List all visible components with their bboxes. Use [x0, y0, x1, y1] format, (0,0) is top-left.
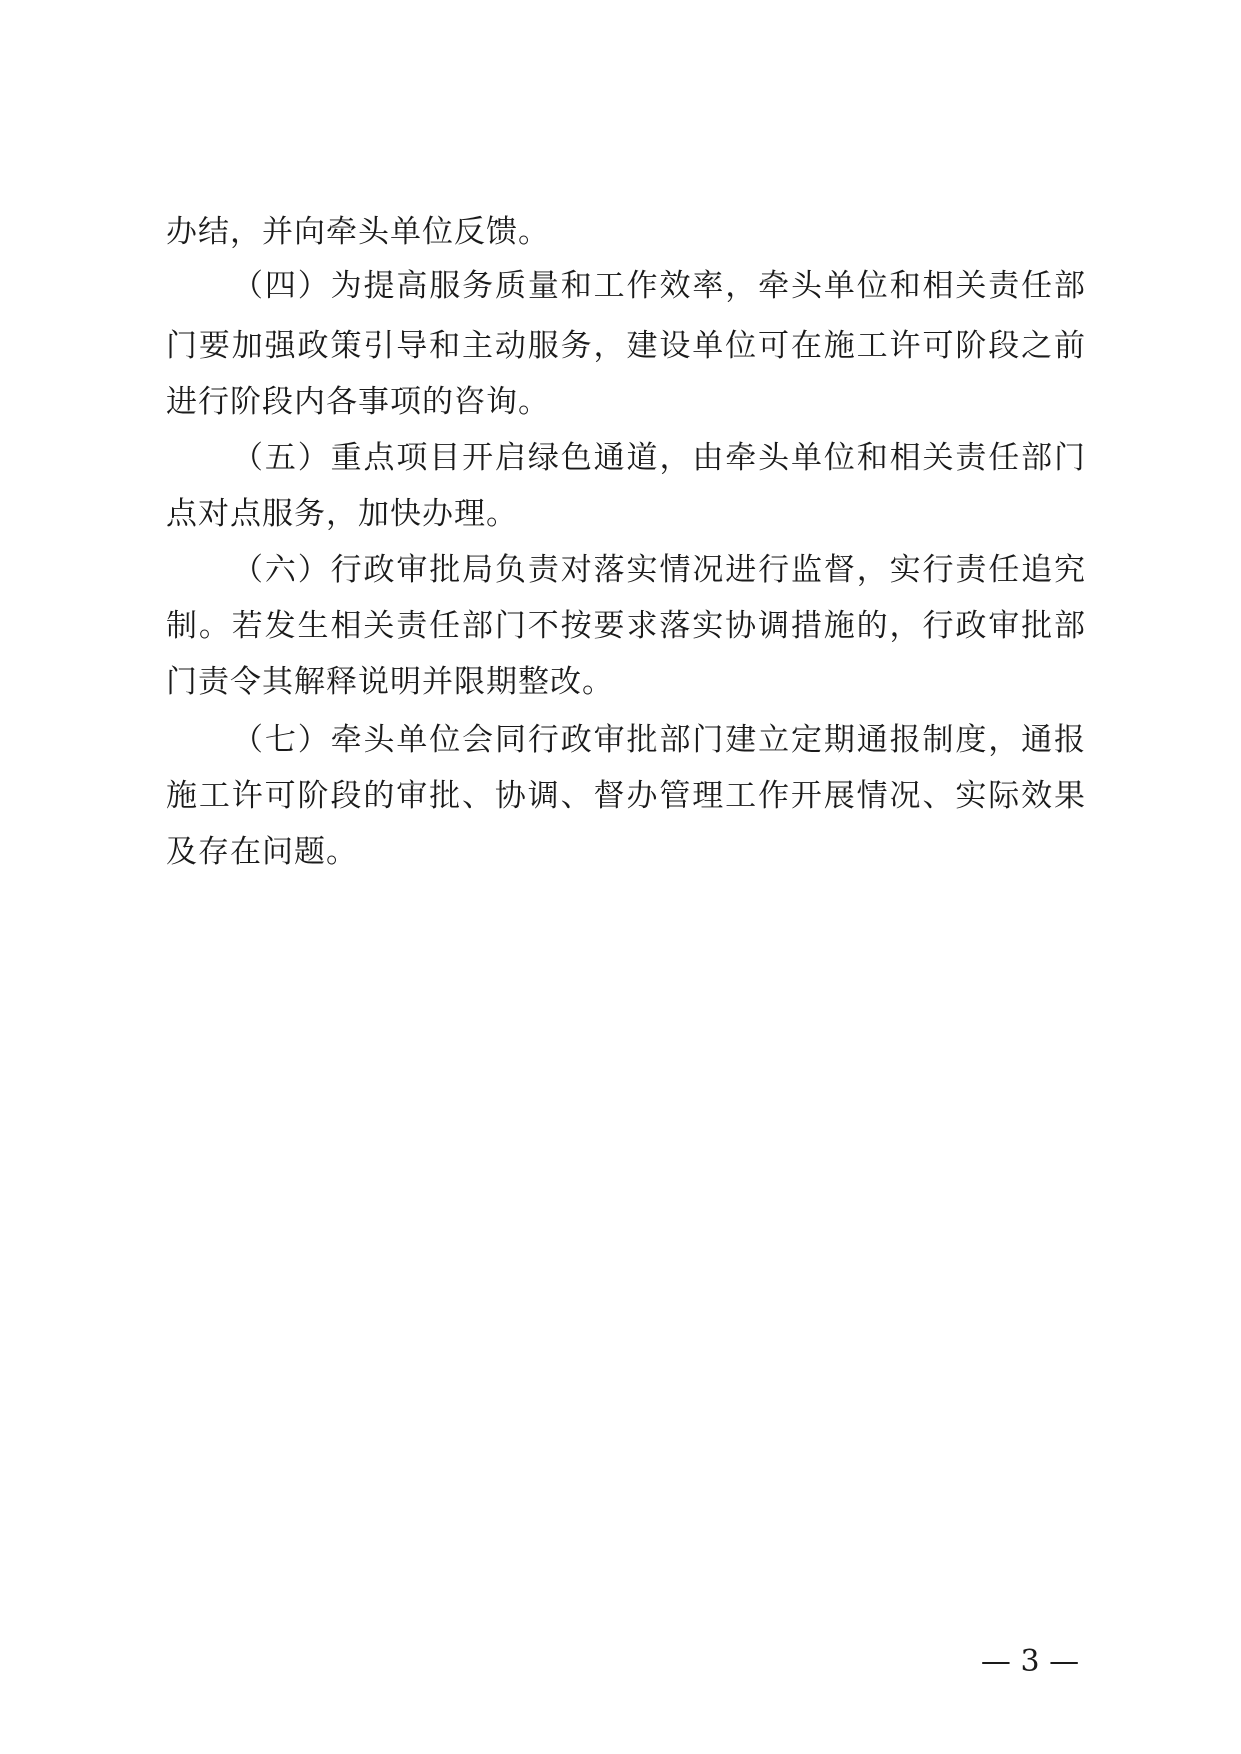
text-line-8: 制。若发生相关责任部门不按要求落实协调措施的，行政审批部 [166, 608, 1086, 644]
text-line-7: （六）行政审批局负责对落实情况进行监督，实行责任追究 [232, 552, 1086, 588]
text-line-10: （七）牵头单位会同行政审批部门建立定期通报制度，通报 [232, 722, 1086, 758]
text-line-12: 及存在问题。 [166, 834, 358, 870]
page-number: — 3 — [980, 1644, 1080, 1679]
text-line-11: 施工许可阶段的审批、协调、督办管理工作开展情况、实际效果 [166, 778, 1086, 814]
text-line-9: 门责令其解释说明并限期整改。 [166, 664, 614, 700]
text-line-6: 点对点服务，加快办理。 [166, 496, 518, 532]
text-line-3: 门要加强政策引导和主动服务，建设单位可在施工许可阶段之前 [166, 328, 1086, 364]
text-line-2: （四）为提高服务质量和工作效率，牵头单位和相关责任部 [232, 268, 1086, 304]
text-line-5: （五）重点项目开启绿色通道，由牵头单位和相关责任部门 [232, 440, 1086, 476]
text-line-4: 进行阶段内各事项的咨询。 [166, 384, 550, 420]
text-line-1: 办结，并向牵头单位反馈。 [166, 214, 550, 250]
